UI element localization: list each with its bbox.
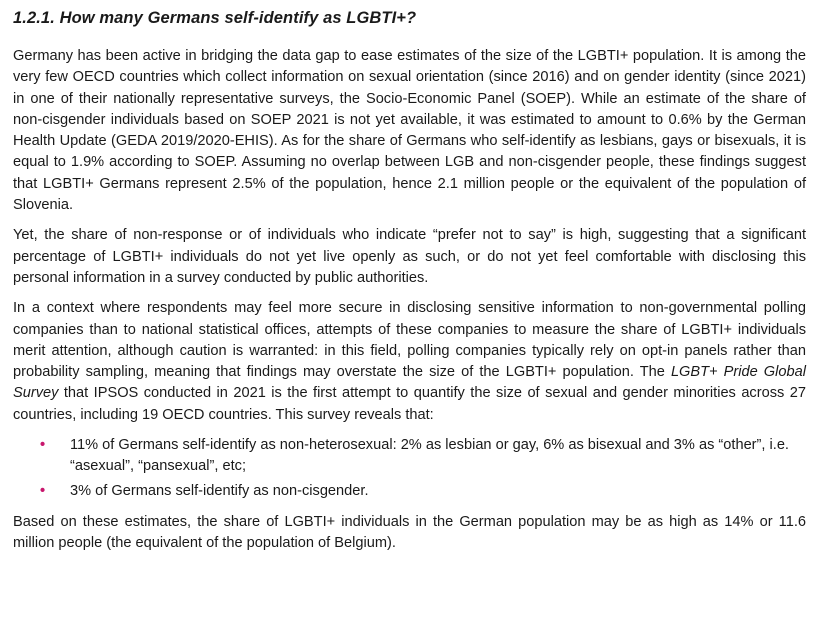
paragraph-polling [13, 298, 806, 426]
paragraph-polling-text-start: In a context where respondents may feel more secure in disclosing sensitive information to non-governmental polling companies than to national statistical offices, attempts of these companies to measure the share of LGBTI+ individuals merit attention, although caution is warranted: in this field, polling companies typically rely on opt-in panels rather than probability sampling, meaning that findings may overstate the size of the LGBTI+ population. The [13, 300, 806, 381]
paragraph-intro: Germany has been active in bridging the data gap to ease estimates of the size of the LGBTI+ population. It is among the very few OECD countries which collect information on sexual orientation (since 2016) and on gender identity (since 2021) in one of their nationally representative surveys, the Socio-Economic Panel (SOEP). While an estimate of the share of non-cisgender individuals based on SOEP 2021 is not yet available, it was estimated to amount to 0.6% by the German Health Update (GEDA 2019/2020-EHIS). As for the share of Germans who self-identify as lesbians, gays or bisexuals, it is equal to 1.9% according to SOEP. Assuming no overlap between LGB and non-cisgender people, these findings suggest that LGBTI+ Germans represent 2.5% of the population, hence 2.1 million people or the equivalent of the population of Slovenia. [13, 48, 806, 214]
list-item-text: 3% of Germans self-identify as non-cisgender. [70, 482, 369, 499]
bullet-marker: • [40, 482, 46, 499]
list-item [13, 435, 806, 478]
section-heading: 1.2.1. How many Germans self-identify as LGBTI+? [13, 9, 417, 27]
paragraph-conclusion: Based on these estimates, the share of LGBTI+ individuals in the German population may be as high as 14% or 11.6 million people (the equivalent of the population of Belgium). [13, 513, 806, 552]
bullet-marker: • [40, 437, 46, 454]
survey-title: LGBT+ Pride Global Survey [13, 364, 806, 402]
list-item [13, 481, 806, 502]
paragraph-polling-text-end: that IPSOS conducted in 2021 is the first attempt to quantify the size of sexual and gender minorities across 27 countries, including 19 OECD countries. This survey reveals that: [13, 385, 806, 423]
findings-list [13, 435, 806, 502]
list-item-text: 11% of Germans self-identify as non-heterosexual: 2% as lesbian or gay, 6% as bisexual and 3% as “other”, i.e. “asexual”, “pansexual”, etc; [70, 437, 789, 475]
paragraph-non-response: Yet, the share of non-response or of individuals who indicate “prefer not to say” is high, suggesting that a significant percentage of LGBTI+ individuals do not yet live openly as such, or do not yet feel comfortable with disclosing this personal information in a survey conducted by public authorities. [13, 227, 806, 286]
